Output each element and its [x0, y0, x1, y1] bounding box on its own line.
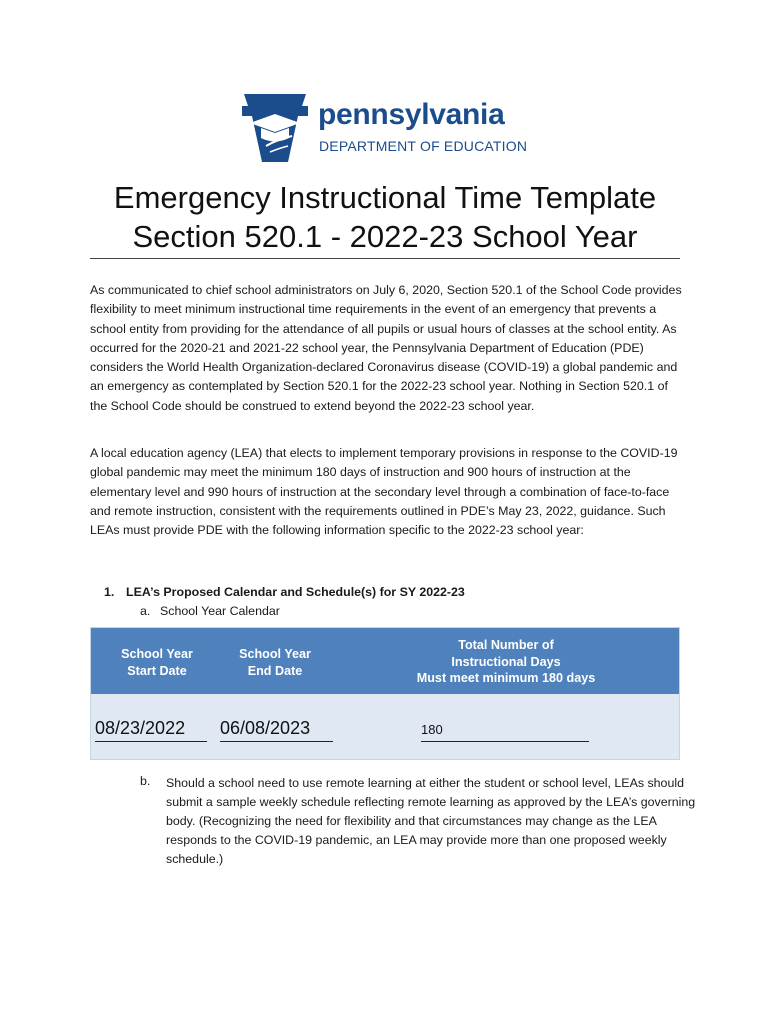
sub-item-a-letter: a. [140, 604, 151, 618]
pde-logo [240, 92, 540, 170]
header-start-date-line-2: Start Date [127, 663, 187, 678]
page-title-line-1: Emergency Instructional Time Template [113, 180, 657, 215]
sub-item-a-label: School Year Calendar [160, 604, 280, 618]
sub-item-b-letter: b. [140, 774, 151, 788]
header-total-days [391, 637, 621, 687]
sub-item-b-text: Should a school need to use remote learning at either the student or school level, LEAs should submit a sample weekly schedule reflecting remote learning as approved by the LEA’s governing body. (Recognizing the need for flexibility and that circumstances may change as the LEA responds to the COVID-19 pandemic, an LEA may provide more than one proposed weekly schedule.) [166, 776, 696, 866]
header-total-days-line-1: Total Number of [458, 638, 554, 652]
intro-paragraph: As communicated to chief school administrators on July 6, 2020, Section 520.1 of the School Code provides flexibility to meet minimum instructional time requirements in the event of an emergency that prevents a school entity from providing for the attendance of all pupils or usual hours of classes at the school entity. As occurred for the 2020-21 and 2021-22 school year, the Pennsylvania Department of Education (PDE) considers the World Health Organization-declared Coronavirus disease (COVID-19) a global pandemic and an emergency as contemplated by Section 520.1 for the 2022-23 school year. Nothing in Section 520.1 of the School Code should be construed to extend beyond the 2022-23 school year. [90, 283, 682, 413]
end-date-field[interactable]: 06/08/2023 [220, 718, 333, 742]
header-start-date-line-1: School Year [121, 647, 193, 661]
header-start-date [97, 646, 217, 679]
table-header [91, 628, 679, 694]
start-date-field[interactable]: 08/23/2022 [95, 718, 207, 742]
header-total-days-line-3: Must meet minimum 180 days [416, 671, 596, 685]
section-1-heading [104, 585, 465, 599]
total-days-field[interactable]: 180 [421, 722, 589, 742]
logo-name: pennsylvania [318, 98, 505, 131]
section-1-number: 1. [104, 585, 115, 599]
header-end-date-line-2: End Date [247, 663, 303, 678]
keystone-graduation-cap-icon [240, 92, 310, 168]
sub-item-a [140, 604, 280, 618]
header-total-days-line-2: Instructional Days [451, 654, 561, 669]
section-1-title: LEA’s Proposed Calendar and Schedule(s) for SY 2022-23 [126, 585, 465, 599]
header-end-date-line-1: School Year [239, 647, 311, 661]
title-divider [90, 258, 680, 259]
header-end-date [215, 646, 335, 679]
page-title-line-2: Section 520.1 - 2022-23 School Year [132, 219, 638, 254]
school-year-calendar-table [90, 627, 680, 760]
table-row [91, 694, 679, 759]
logo-department: DEPARTMENT OF EDUCATION [319, 138, 528, 154]
lea-paragraph: A local education agency (LEA) that elects to implement temporary provisions in response to the COVID-19 global pandemic may meet the minimum 180 days of instruction and 900 hours of instruction at the elementary level and 990 hours of instruction at the secondary level through a combination of face-to-face and remote instruction, consistent with the requirements outlined in PDE’s May 23, 2022, guidance. Such LEAs must provide PDE with the following information specific to the 2022-23 school year: [90, 446, 678, 538]
